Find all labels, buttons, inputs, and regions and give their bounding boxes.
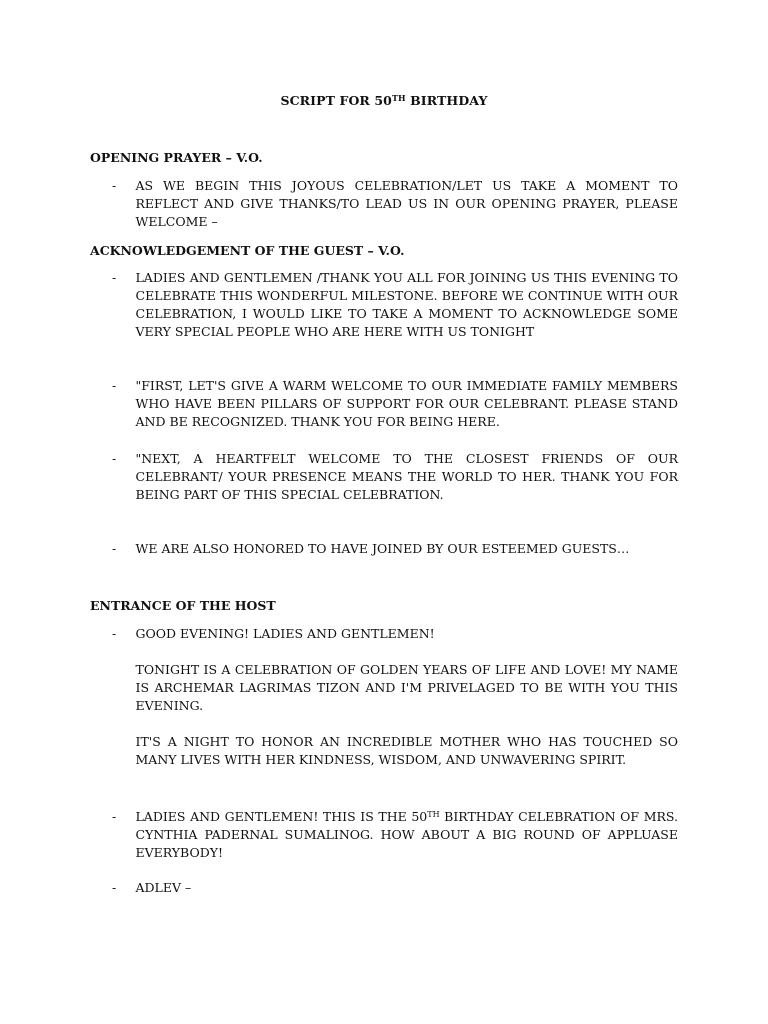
item-text: AS WE BEGIN THIS JOYOUS CELEBRATION/LET US TAKE A MOMENT TO REFLECT AND GIVE THANKS/TO LEAD US IN OUR OPENING PRAYER, PLEASE WELCOME – [135,178,678,229]
item-text-superscript: TH [427,810,440,819]
item-text: "NEXT, A HEARTFELT WELCOME TO THE CLOSEST FRIENDS OF OUR CELEBRANT/ YOUR PRESENCE MEANS THE WORLD TO HER. THANK YOU FOR BEING PART OF THIS SPECIAL CELEBRATION. [135,451,678,502]
list-item [112,808,678,862]
bullet-dash: - [112,378,117,393]
bullet-dash: - [112,880,117,895]
list-item [112,879,678,897]
item-text-before: LADIES AND GENTLEMEN! THIS IS THE 50 [135,809,428,824]
item-text: LADIES AND GENTLEMEN /THANK YOU ALL FOR JOINING US THIS EVENING TO CELEBRATE THIS WONDERFUL MILESTONE. BEFORE WE CONTINUE WITH OUR CELEBRATION, I WOULD LIKE TO TAKE A MOMENT TO ACKNOWLEDGE SOME VERY SPECIAL PEOPLE WHO ARE HERE WITH US TONIGHT [135,270,678,339]
section-heading-acknowledgement: ACKNOWLEDGEMENT OF THE GUEST – V.O. [90,243,405,258]
bullet-dash: - [112,541,117,556]
list-item [112,269,678,341]
item-text: TONIGHT IS A CELEBRATION OF GOLDEN YEARS OF LIFE AND LOVE! MY NAME IS ARCHEMAR LAGRIMAS TIZON AND I'M PRIVELAGED TO BE WITH YOU THIS EVENING. [135,662,678,713]
item-text: "FIRST, LET'S GIVE A WARM WELCOME TO OUR IMMEDIATE FAMILY MEMBERS WHO HAVE BEEN PILLARS OF SUPPORT FOR OUR CELEBRANT. PLEASE STAND AND BE RECOGNIZED. THANK YOU FOR BEING HERE. [135,378,678,429]
list-item [112,625,678,769]
list-item [112,377,678,431]
item-text: ADLEV – [135,880,192,895]
bullet-dash: - [112,270,117,285]
bullet-dash: - [112,626,117,641]
title-after: BIRTHDAY [405,93,488,108]
list-item [112,177,678,231]
document-title [0,93,768,108]
list-item [112,450,678,504]
item-text-after: BIRTHDAY CELEBRATION OF MRS. CYNTHIA PADERNAL SUMALINOG. HOW ABOUT A BIG ROUND OF APPLUASE EVERYBODY! [135,809,679,860]
item-text: IT'S A NIGHT TO HONOR AN INCREDIBLE MOTHER WHO HAS TOUCHED SO MANY LIVES WITH HER KINDNESS, WISDOM, AND UNWAVERING SPIRIT. [135,734,678,767]
bullet-dash: - [112,178,117,193]
list-item [112,540,678,558]
item-text: WE ARE ALSO HONORED TO HAVE JOINED BY OUR ESTEEMED GUESTS… [135,541,630,556]
bullet-dash: - [112,809,117,824]
item-text: GOOD EVENING! LADIES AND GENTLEMEN! [135,626,435,641]
section-heading-opening-prayer: OPENING PRAYER – V.O. [90,150,263,165]
title-superscript: TH [391,93,406,103]
item-text [136,808,679,862]
title-text: SCRIPT FOR 50 [280,93,392,108]
section-heading-entrance-of-host: ENTRANCE OF THE HOST [90,598,276,613]
bullet-dash: - [112,451,117,466]
